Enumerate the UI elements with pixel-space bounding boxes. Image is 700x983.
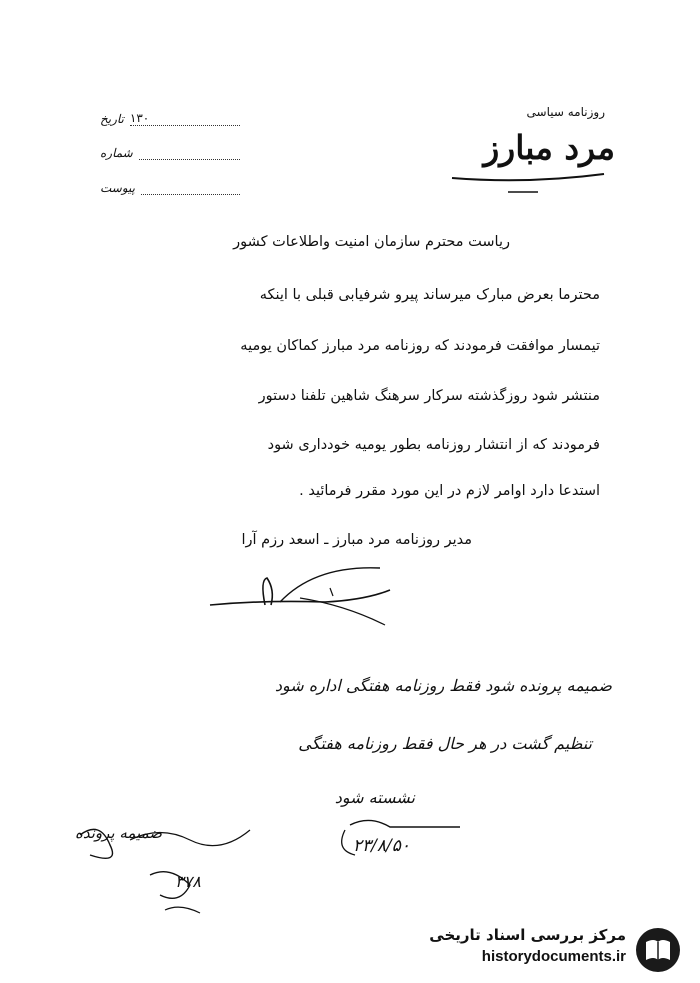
handwritten-initials xyxy=(70,815,260,925)
handwritten-note-line-1: ضمیمه پرونده شود فقط روزنامه هفتگی اداره شود xyxy=(274,676,612,695)
attachment-label: پیوست xyxy=(100,181,135,195)
newspaper-name-underline xyxy=(448,170,608,196)
attachment-dots xyxy=(141,184,240,195)
body-line-2: تیمسار موافقت فرمودند که روزنامه مرد مبارز کماکان یومیه xyxy=(240,338,600,354)
date-label: تاریخ xyxy=(100,112,124,126)
handwritten-note-line-2: تنظیم گشت در هر حال فقط روزنامه هفتگی xyxy=(298,734,592,753)
body-line-5: استدعا دارد اوامر لازم در این مورد مقرر فرمائید . xyxy=(299,483,600,499)
handwritten-date: ۲۳/۸/۵۰ xyxy=(352,836,410,856)
body-line-1: محترما بعرض مبارک میرساند پیرو شرفیابی قبلی با اینکه xyxy=(259,287,600,303)
handwritten-number: ۳۷۸ xyxy=(175,872,201,891)
archive-watermark xyxy=(420,922,690,978)
date-value: ۱۳۰ xyxy=(129,111,150,125)
date-field xyxy=(100,112,240,126)
handwritten-flourish xyxy=(330,815,470,875)
watermark-title: مرکز بررسی اسناد تاریخی xyxy=(429,926,626,944)
number-field xyxy=(100,146,240,160)
body-line-4: فرمودند که از انتشار روزنامه بطور یومیه خودداری شود xyxy=(267,437,600,453)
watermark-url: historydocuments.ir xyxy=(481,948,626,965)
date-dots xyxy=(129,111,240,126)
handwritten-note-line-3: نشسته شود xyxy=(334,788,415,807)
attachment-field xyxy=(100,181,240,195)
newspaper-kind: روزنامه سیاسی xyxy=(526,105,605,119)
handwritten-left-note: ضمیمه پرونده xyxy=(75,824,163,842)
number-label: شماره xyxy=(100,146,133,160)
number-dots xyxy=(139,149,240,160)
body-line-3: منتشر شود روزگذشته سرکار سرهنگ شاهین تلفنا دستور xyxy=(258,388,600,404)
sender-signature xyxy=(205,560,395,640)
newspaper-name: مرد مبارز xyxy=(483,128,615,167)
salutation: ریاست محترم سازمان امنیت واطلاعات کشور xyxy=(233,234,510,250)
book-logo-icon xyxy=(634,926,682,974)
sender-line: مدیر روزنامه مرد مبارز ـ اسعد رزم آرا xyxy=(241,532,472,548)
